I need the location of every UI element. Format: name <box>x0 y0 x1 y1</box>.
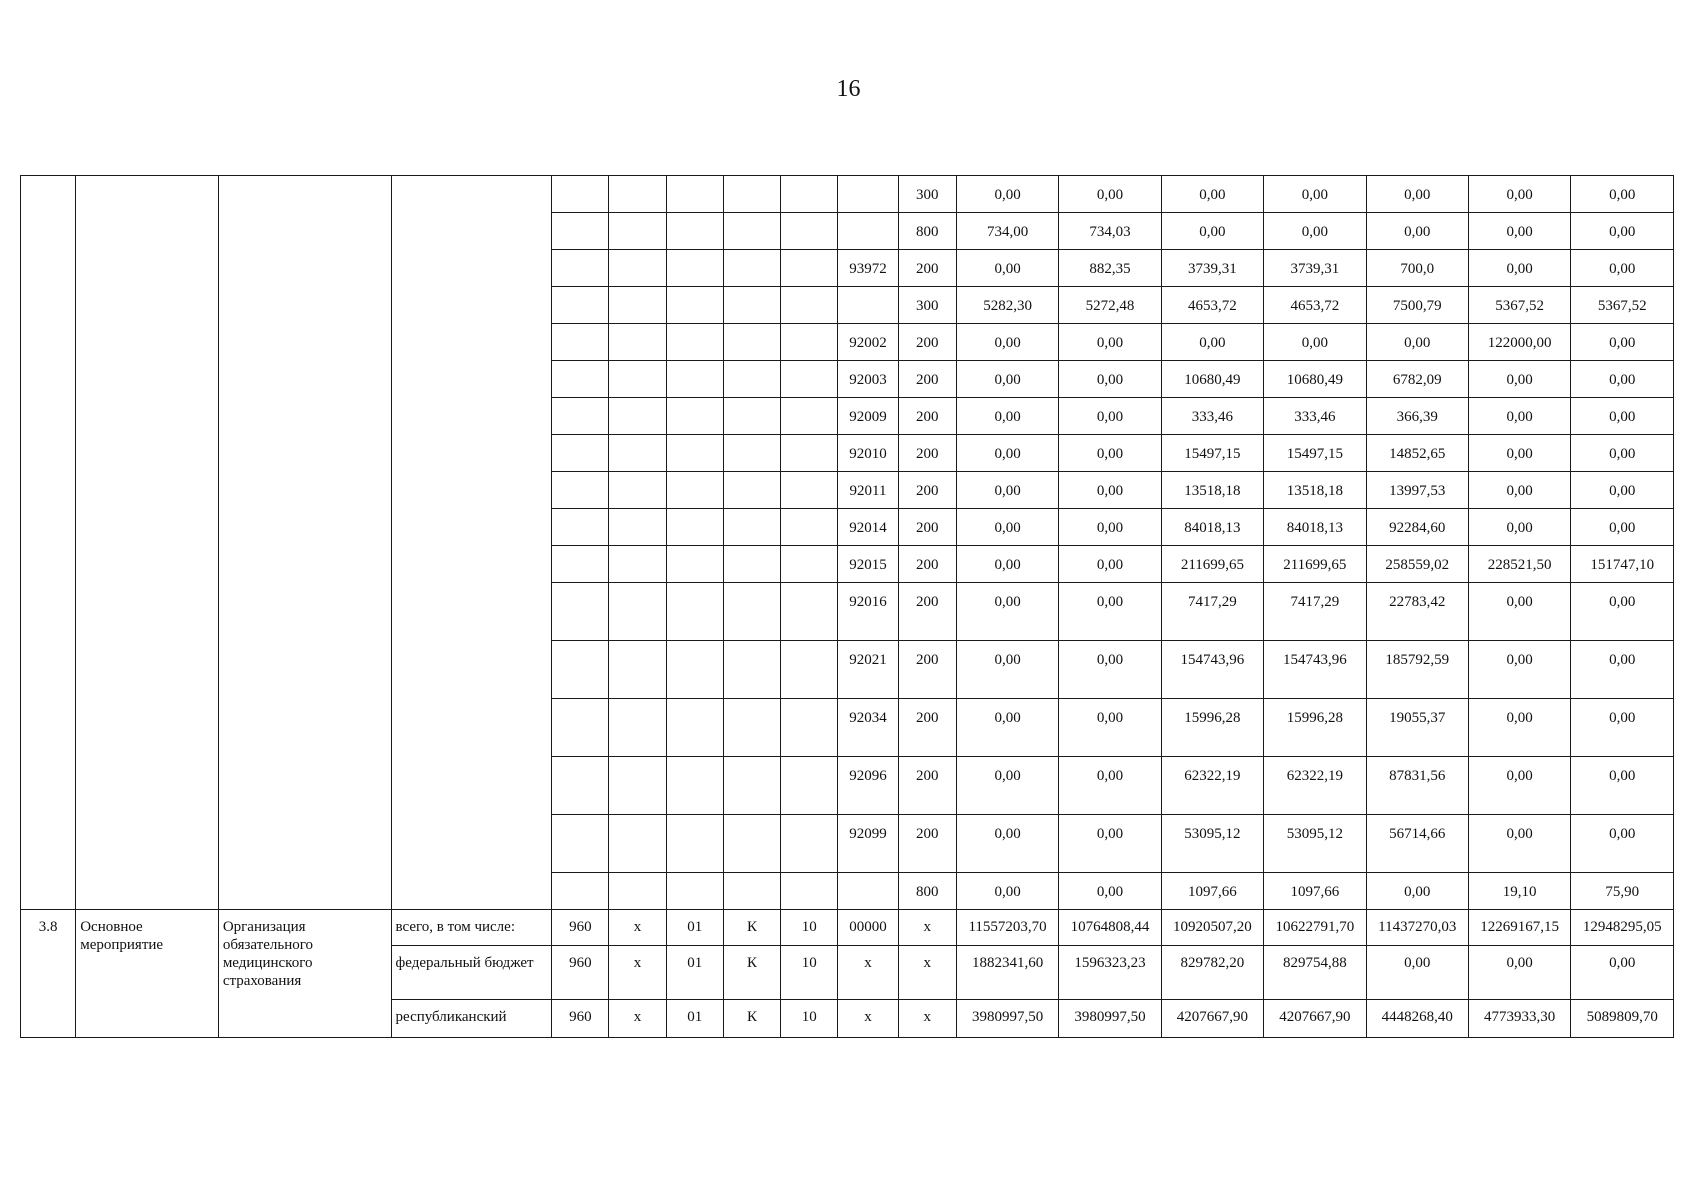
value-year1-cell: 0,00 <box>956 873 1058 910</box>
value-year5-cell: 56714,66 <box>1366 815 1468 873</box>
subprogram-cell <box>781 176 838 213</box>
section-number-cell <box>21 176 76 910</box>
subprogram-cell <box>781 213 838 250</box>
value-year6-cell: 0,00 <box>1468 361 1570 398</box>
value-year6-cell: 0,00 <box>1468 699 1570 757</box>
subprogram-cell <box>781 509 838 546</box>
value-year1-cell: 5282,30 <box>956 287 1058 324</box>
pr-cell <box>666 757 723 815</box>
grbs-cell <box>552 435 609 472</box>
value-year6-cell: 0,00 <box>1468 250 1570 287</box>
program-cell <box>723 583 780 641</box>
value-year6-cell: 19,10 <box>1468 873 1570 910</box>
grbs-cell <box>552 583 609 641</box>
value-year2-cell: 0,00 <box>1059 435 1161 472</box>
value-year1-cell: 734,00 <box>956 213 1058 250</box>
rz-cell <box>609 757 666 815</box>
pr-cell <box>666 250 723 287</box>
value-year1-cell: 0,00 <box>956 361 1058 398</box>
subprogram-cell <box>781 435 838 472</box>
subprogram-cell: 10 <box>781 1000 838 1038</box>
expense-type-cell: 200 <box>898 641 956 699</box>
program-cell <box>723 509 780 546</box>
value-year7-cell: 0,00 <box>1571 361 1674 398</box>
program-cell <box>723 699 780 757</box>
rz-cell: х <box>609 946 666 1000</box>
value-year6-cell: 228521,50 <box>1468 546 1570 583</box>
program-cell <box>723 435 780 472</box>
target-article-cell: х <box>838 1000 898 1038</box>
subprogram-cell <box>781 398 838 435</box>
rz-cell <box>609 361 666 398</box>
rz-cell <box>609 815 666 873</box>
program-cell <box>723 324 780 361</box>
expense-type-cell: 800 <box>898 873 956 910</box>
subprogram-cell <box>781 757 838 815</box>
value-year7-cell: 0,00 <box>1571 757 1674 815</box>
value-year3-cell: 1097,66 <box>1161 873 1263 910</box>
value-year1-cell: 1882341,60 <box>956 946 1058 1000</box>
value-year1-cell: 0,00 <box>956 435 1058 472</box>
rz-cell <box>609 324 666 361</box>
rz-cell <box>609 699 666 757</box>
grbs-cell <box>552 287 609 324</box>
value-year2-cell: 0,00 <box>1059 509 1161 546</box>
value-year3-cell: 13518,18 <box>1161 472 1263 509</box>
value-year3-cell: 333,46 <box>1161 398 1263 435</box>
value-year6-cell: 0,00 <box>1468 757 1570 815</box>
value-year6-cell: 0,00 <box>1468 815 1570 873</box>
value-year3-cell: 84018,13 <box>1161 509 1263 546</box>
target-article-cell: 92009 <box>838 398 898 435</box>
program-cell <box>723 815 780 873</box>
value-year7-cell: 0,00 <box>1571 815 1674 873</box>
value-year4-cell: 4207667,90 <box>1264 1000 1366 1038</box>
value-year7-cell: 12948295,05 <box>1571 910 1674 946</box>
value-year3-cell: 15497,15 <box>1161 435 1263 472</box>
value-year5-cell: 6782,09 <box>1366 361 1468 398</box>
pr-cell <box>666 435 723 472</box>
value-year5-cell: 14852,65 <box>1366 435 1468 472</box>
value-year2-cell: 5272,48 <box>1059 287 1161 324</box>
value-year5-cell: 0,00 <box>1366 946 1468 1000</box>
value-year5-cell: 0,00 <box>1366 213 1468 250</box>
grbs-cell <box>552 213 609 250</box>
expense-type-cell: 200 <box>898 509 956 546</box>
pr-cell <box>666 583 723 641</box>
value-year2-cell: 0,00 <box>1059 361 1161 398</box>
table-row <box>21 176 1674 213</box>
expense-type-cell: 200 <box>898 757 956 815</box>
value-year7-cell: 0,00 <box>1571 699 1674 757</box>
table-row <box>21 910 1674 946</box>
grbs-cell <box>552 324 609 361</box>
value-year4-cell: 53095,12 <box>1264 815 1366 873</box>
value-year4-cell: 0,00 <box>1264 213 1366 250</box>
value-year3-cell: 15996,28 <box>1161 699 1263 757</box>
value-year4-cell: 333,46 <box>1264 398 1366 435</box>
value-year3-cell: 0,00 <box>1161 213 1263 250</box>
subprogram-cell <box>781 287 838 324</box>
value-year3-cell: 154743,96 <box>1161 641 1263 699</box>
program-cell <box>723 757 780 815</box>
value-year1-cell: 0,00 <box>956 699 1058 757</box>
subprogram-cell: 10 <box>781 910 838 946</box>
pr-cell <box>666 873 723 910</box>
pr-cell <box>666 361 723 398</box>
program-cell <box>723 873 780 910</box>
pr-cell <box>666 641 723 699</box>
subprogram-cell <box>781 250 838 287</box>
value-year3-cell: 10680,49 <box>1161 361 1263 398</box>
value-year2-cell: 882,35 <box>1059 250 1161 287</box>
expense-type-cell: 200 <box>898 361 956 398</box>
value-year4-cell: 7417,29 <box>1264 583 1366 641</box>
subprogram-cell: 10 <box>781 946 838 1000</box>
pr-cell <box>666 213 723 250</box>
target-article-cell: 92021 <box>838 641 898 699</box>
value-year7-cell: 0,00 <box>1571 641 1674 699</box>
program-cell: К <box>723 1000 780 1038</box>
pr-cell <box>666 472 723 509</box>
value-year7-cell: 0,00 <box>1571 509 1674 546</box>
value-year1-cell: 0,00 <box>956 546 1058 583</box>
value-year6-cell: 12269167,15 <box>1468 910 1570 946</box>
value-year4-cell: 15996,28 <box>1264 699 1366 757</box>
subprogram-cell <box>781 472 838 509</box>
target-article-cell <box>838 213 898 250</box>
value-year4-cell: 15497,15 <box>1264 435 1366 472</box>
rz-cell <box>609 213 666 250</box>
value-year4-cell: 829754,88 <box>1264 946 1366 1000</box>
value-year1-cell: 0,00 <box>956 815 1058 873</box>
grbs-cell <box>552 250 609 287</box>
value-year4-cell: 13518,18 <box>1264 472 1366 509</box>
grbs-cell <box>552 815 609 873</box>
value-year2-cell: 10764808,44 <box>1059 910 1161 946</box>
budget-table <box>20 175 1674 1038</box>
pr-cell <box>666 699 723 757</box>
value-year7-cell: 0,00 <box>1571 250 1674 287</box>
value-year4-cell: 10622791,70 <box>1264 910 1366 946</box>
section-status: Основное мероприятие <box>76 910 219 1038</box>
rz-cell <box>609 250 666 287</box>
rz-cell <box>609 176 666 213</box>
subprogram-cell <box>781 641 838 699</box>
target-article-cell: 92011 <box>838 472 898 509</box>
pr-cell <box>666 815 723 873</box>
program-cell <box>723 361 780 398</box>
value-year2-cell: 0,00 <box>1059 583 1161 641</box>
value-year1-cell: 0,00 <box>956 641 1058 699</box>
value-year3-cell: 211699,65 <box>1161 546 1263 583</box>
target-article-cell: 92003 <box>838 361 898 398</box>
program-cell <box>723 472 780 509</box>
grbs-cell: 960 <box>552 1000 609 1038</box>
value-year5-cell: 700,0 <box>1366 250 1468 287</box>
value-year4-cell: 211699,65 <box>1264 546 1366 583</box>
funding-source: всего, в том числе: <box>391 910 552 946</box>
rz-cell <box>609 583 666 641</box>
rz-cell <box>609 873 666 910</box>
target-article-cell: 92016 <box>838 583 898 641</box>
section-status-cell <box>76 176 219 910</box>
grbs-cell <box>552 472 609 509</box>
value-year2-cell: 0,00 <box>1059 546 1161 583</box>
expense-type-cell: 200 <box>898 250 956 287</box>
section-name: Организация обязательного медицинского страхования <box>218 910 391 1038</box>
target-article-cell: х <box>838 946 898 1000</box>
section-name-cell <box>218 176 391 910</box>
value-year7-cell: 0,00 <box>1571 946 1674 1000</box>
value-year4-cell: 3739,31 <box>1264 250 1366 287</box>
pr-cell: 01 <box>666 1000 723 1038</box>
target-article-cell: 93972 <box>838 250 898 287</box>
rz-cell <box>609 509 666 546</box>
pr-cell <box>666 398 723 435</box>
continuation-rows <box>21 176 1674 910</box>
value-year1-cell: 0,00 <box>956 583 1058 641</box>
pr-cell <box>666 287 723 324</box>
value-year7-cell: 0,00 <box>1571 176 1674 213</box>
value-year2-cell: 0,00 <box>1059 699 1161 757</box>
value-year1-cell: 0,00 <box>956 176 1058 213</box>
value-year7-cell: 0,00 <box>1571 435 1674 472</box>
target-article-cell: 92014 <box>838 509 898 546</box>
rz-cell <box>609 641 666 699</box>
pr-cell <box>666 176 723 213</box>
pr-cell <box>666 324 723 361</box>
target-article-cell <box>838 873 898 910</box>
grbs-cell <box>552 361 609 398</box>
rz-cell: х <box>609 1000 666 1038</box>
value-year3-cell: 4653,72 <box>1161 287 1263 324</box>
value-year6-cell: 4773933,30 <box>1468 1000 1570 1038</box>
funding-source: федеральный бюджет <box>391 946 552 1000</box>
target-article-cell: 92096 <box>838 757 898 815</box>
value-year4-cell: 0,00 <box>1264 176 1366 213</box>
value-year1-cell: 0,00 <box>956 757 1058 815</box>
value-year3-cell: 7417,29 <box>1161 583 1263 641</box>
program-cell <box>723 213 780 250</box>
program-cell <box>723 176 780 213</box>
expense-type-cell: 200 <box>898 699 956 757</box>
funding-source: республиканский <box>391 1000 552 1038</box>
value-year4-cell: 0,00 <box>1264 324 1366 361</box>
value-year2-cell: 0,00 <box>1059 176 1161 213</box>
value-year4-cell: 1097,66 <box>1264 873 1366 910</box>
value-year1-cell: 0,00 <box>956 398 1058 435</box>
program-cell <box>723 398 780 435</box>
value-year5-cell: 7500,79 <box>1366 287 1468 324</box>
value-year7-cell: 5367,52 <box>1571 287 1674 324</box>
value-year5-cell: 0,00 <box>1366 176 1468 213</box>
pr-cell <box>666 546 723 583</box>
value-year5-cell: 0,00 <box>1366 324 1468 361</box>
target-article-cell: 92099 <box>838 815 898 873</box>
rz-cell <box>609 472 666 509</box>
expense-type-cell: 200 <box>898 472 956 509</box>
grbs-cell <box>552 699 609 757</box>
value-year6-cell: 5367,52 <box>1468 287 1570 324</box>
funding-source-cell <box>391 176 552 910</box>
grbs-cell: 960 <box>552 946 609 1000</box>
pr-cell: 01 <box>666 910 723 946</box>
program-cell <box>723 641 780 699</box>
value-year4-cell: 84018,13 <box>1264 509 1366 546</box>
value-year1-cell: 0,00 <box>956 509 1058 546</box>
value-year5-cell: 92284,60 <box>1366 509 1468 546</box>
expense-type-cell: х <box>898 910 956 946</box>
target-article-cell: 92015 <box>838 546 898 583</box>
subprogram-cell <box>781 546 838 583</box>
expense-type-cell: 200 <box>898 398 956 435</box>
value-year3-cell: 829782,20 <box>1161 946 1263 1000</box>
value-year4-cell: 10680,49 <box>1264 361 1366 398</box>
value-year6-cell: 0,00 <box>1468 213 1570 250</box>
rz-cell <box>609 435 666 472</box>
value-year2-cell: 0,00 <box>1059 873 1161 910</box>
subprogram-cell <box>781 361 838 398</box>
value-year6-cell: 122000,00 <box>1468 324 1570 361</box>
value-year7-cell: 75,90 <box>1571 873 1674 910</box>
program-cell: К <box>723 910 780 946</box>
value-year7-cell: 5089809,70 <box>1571 1000 1674 1038</box>
value-year1-cell: 0,00 <box>956 472 1058 509</box>
program-cell <box>723 546 780 583</box>
rz-cell: х <box>609 910 666 946</box>
value-year5-cell: 19055,37 <box>1366 699 1468 757</box>
value-year5-cell: 185792,59 <box>1366 641 1468 699</box>
value-year6-cell: 0,00 <box>1468 509 1570 546</box>
target-article-cell: 92034 <box>838 699 898 757</box>
value-year2-cell: 0,00 <box>1059 472 1161 509</box>
value-year6-cell: 0,00 <box>1468 472 1570 509</box>
subprogram-cell <box>781 583 838 641</box>
value-year4-cell: 154743,96 <box>1264 641 1366 699</box>
grbs-cell: 960 <box>552 910 609 946</box>
value-year7-cell: 0,00 <box>1571 324 1674 361</box>
value-year3-cell: 10920507,20 <box>1161 910 1263 946</box>
value-year6-cell: 0,00 <box>1468 641 1570 699</box>
value-year6-cell: 0,00 <box>1468 583 1570 641</box>
value-year6-cell: 0,00 <box>1468 176 1570 213</box>
value-year3-cell: 4207667,90 <box>1161 1000 1263 1038</box>
value-year2-cell: 0,00 <box>1059 815 1161 873</box>
expense-type-cell: 200 <box>898 435 956 472</box>
target-article-cell: 92010 <box>838 435 898 472</box>
value-year7-cell: 0,00 <box>1571 398 1674 435</box>
value-year5-cell: 13997,53 <box>1366 472 1468 509</box>
value-year5-cell: 0,00 <box>1366 873 1468 910</box>
rz-cell <box>609 398 666 435</box>
value-year1-cell: 3980997,50 <box>956 1000 1058 1038</box>
rz-cell <box>609 546 666 583</box>
target-article-cell <box>838 176 898 213</box>
grbs-cell <box>552 509 609 546</box>
value-year6-cell: 0,00 <box>1468 946 1570 1000</box>
value-year2-cell: 0,00 <box>1059 641 1161 699</box>
value-year1-cell: 0,00 <box>956 250 1058 287</box>
value-year4-cell: 4653,72 <box>1264 287 1366 324</box>
value-year5-cell: 11437270,03 <box>1366 910 1468 946</box>
value-year3-cell: 0,00 <box>1161 176 1263 213</box>
value-year7-cell: 0,00 <box>1571 583 1674 641</box>
value-year7-cell: 0,00 <box>1571 472 1674 509</box>
value-year2-cell: 1596323,23 <box>1059 946 1161 1000</box>
value-year2-cell: 3980997,50 <box>1059 1000 1161 1038</box>
value-year2-cell: 0,00 <box>1059 757 1161 815</box>
pr-cell <box>666 509 723 546</box>
grbs-cell <box>552 176 609 213</box>
value-year5-cell: 258559,02 <box>1366 546 1468 583</box>
expense-type-cell: 200 <box>898 815 956 873</box>
value-year1-cell: 11557203,70 <box>956 910 1058 946</box>
subprogram-cell <box>781 815 838 873</box>
value-year5-cell: 4448268,40 <box>1366 1000 1468 1038</box>
program-cell: К <box>723 946 780 1000</box>
target-article-cell <box>838 287 898 324</box>
subprogram-cell <box>781 873 838 910</box>
value-year3-cell: 3739,31 <box>1161 250 1263 287</box>
value-year2-cell: 0,00 <box>1059 398 1161 435</box>
subprogram-cell <box>781 699 838 757</box>
grbs-cell <box>552 641 609 699</box>
grbs-cell <box>552 873 609 910</box>
section-3-8 <box>21 910 1674 1038</box>
value-year5-cell: 366,39 <box>1366 398 1468 435</box>
value-year3-cell: 53095,12 <box>1161 815 1263 873</box>
value-year2-cell: 0,00 <box>1059 324 1161 361</box>
value-year7-cell: 151747,10 <box>1571 546 1674 583</box>
value-year5-cell: 22783,42 <box>1366 583 1468 641</box>
expense-type-cell: 200 <box>898 324 956 361</box>
expense-type-cell: 200 <box>898 583 956 641</box>
value-year5-cell: 87831,56 <box>1366 757 1468 815</box>
expense-type-cell: 800 <box>898 213 956 250</box>
value-year3-cell: 0,00 <box>1161 324 1263 361</box>
program-cell <box>723 250 780 287</box>
program-cell <box>723 287 780 324</box>
target-article-cell: 00000 <box>838 910 898 946</box>
value-year1-cell: 0,00 <box>956 324 1058 361</box>
subprogram-cell <box>781 324 838 361</box>
value-year4-cell: 62322,19 <box>1264 757 1366 815</box>
rz-cell <box>609 287 666 324</box>
expense-type-cell: 300 <box>898 287 956 324</box>
expense-type-cell: х <box>898 946 956 1000</box>
section-number: 3.8 <box>21 910 76 1038</box>
value-year3-cell: 62322,19 <box>1161 757 1263 815</box>
target-article-cell: 92002 <box>838 324 898 361</box>
expense-type-cell: 200 <box>898 546 956 583</box>
value-year2-cell: 734,03 <box>1059 213 1161 250</box>
grbs-cell <box>552 546 609 583</box>
pr-cell: 01 <box>666 946 723 1000</box>
value-year7-cell: 0,00 <box>1571 213 1674 250</box>
grbs-cell <box>552 757 609 815</box>
value-year6-cell: 0,00 <box>1468 435 1570 472</box>
expense-type-cell: 300 <box>898 176 956 213</box>
expense-type-cell: х <box>898 1000 956 1038</box>
grbs-cell <box>552 398 609 435</box>
value-year6-cell: 0,00 <box>1468 398 1570 435</box>
page-number: 16 <box>836 76 861 102</box>
